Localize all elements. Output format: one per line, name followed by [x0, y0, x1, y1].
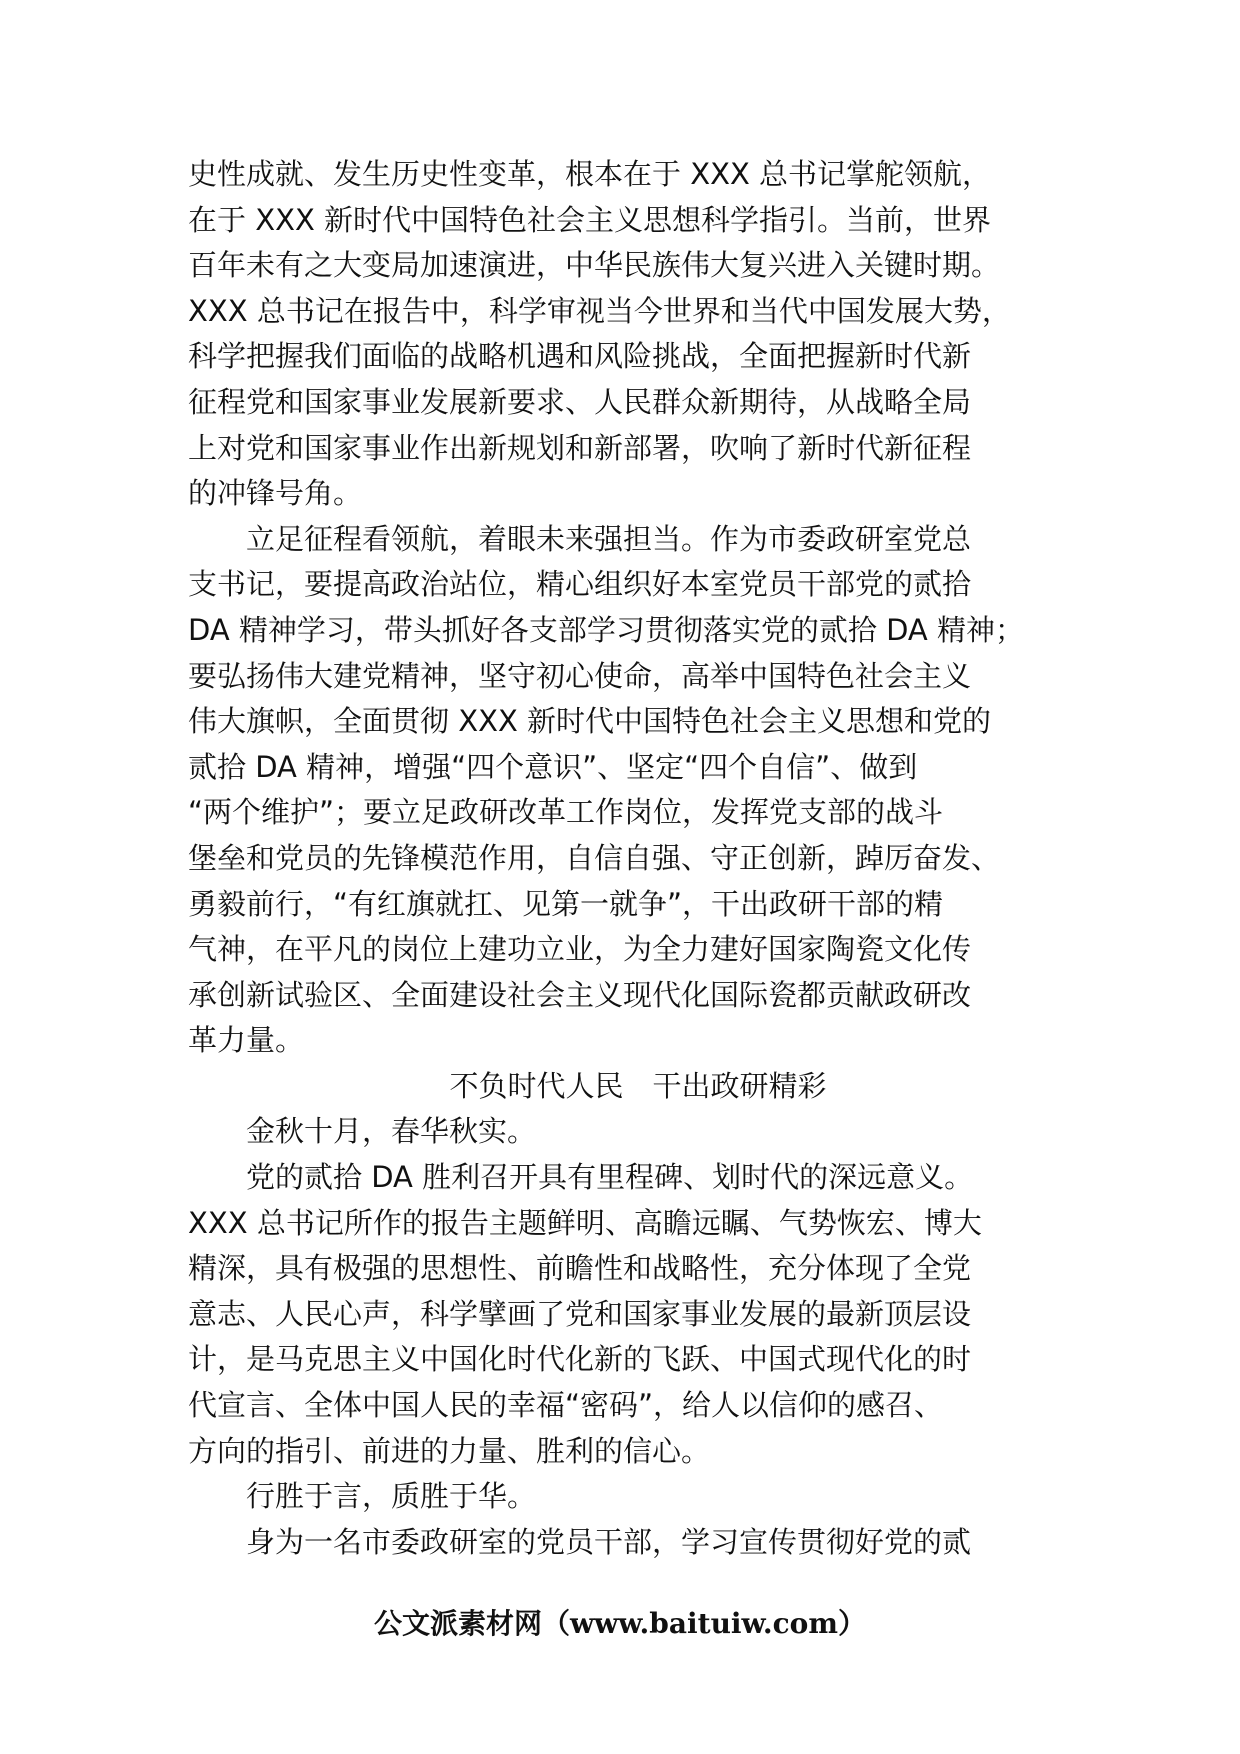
- text-line: XXX 总书记在报告中，科学审视当今世界和当代中国发展大势，: [188, 293, 1011, 328]
- text-line: 气神，在平凡的岗位上建功立业，为全力建好国家陶瓷文化传: [188, 932, 972, 967]
- text-line: 史性成就、发生历史性变革，根本在于 XXX 总书记掌舵领航，: [188, 157, 992, 191]
- text-line: 上对党和国家事业作出新规划和新部署，吹响了新时代新征程: [188, 430, 972, 465]
- text-line: 精深，具有极强的思想性、前瞻性和战略性，充分体现了全党: [188, 1251, 972, 1286]
- text-line: DA 精神学习，带头抓好各支部学习贯彻落实党的贰拾 DA 精神；: [188, 612, 1024, 647]
- text-line: 贰拾 DA 精神，增强“四个意识”、坚定“四个自信”、做到: [188, 749, 918, 784]
- text-line: 的冲锋号角。: [188, 476, 363, 511]
- text-line: 征程党和国家事业发展新要求、人民群众新期待，从战略全局: [188, 384, 972, 419]
- text-line: 堡垒和党员的先锋模范作用，自信自强、守正创新，踔厉奋发、: [188, 840, 1001, 875]
- text-line: 科学把握我们面临的战略机遇和风险挑战，全面把握新时代新: [188, 339, 972, 374]
- text-line: 勇毅前行，“有红旗就扛、见第一就争”，干出政研干部的精: [188, 886, 944, 921]
- text-line: 承创新试验区、全面建设社会主义现代化国际瓷都贡献政研改: [188, 977, 972, 1012]
- text-line: 金秋十月，春华秋实。: [188, 1114, 537, 1149]
- text-line: 党的贰拾 DA 胜利召开具有里程碑、划时代的深远意义。: [188, 1160, 974, 1195]
- text-line: 意志、人民心声，科学擘画了党和国家事业发展的最新顶层设: [188, 1296, 972, 1331]
- text-line: 立足征程看领航，着眼未来强担当。作为市委政研室党总: [188, 521, 972, 556]
- text-line: 百年未有之大变局加速演进，中华民族伟大复兴进入关键时期。: [188, 248, 1001, 283]
- text-line: 革力量。: [188, 1023, 305, 1058]
- text-line: 支书记，要提高政治站位，精心组织好本室党员干部党的贰拾: [188, 567, 972, 602]
- document-body: [188, 152, 1088, 1565]
- text-line: 身为一名市委政研室的党员干部，学习宣传贯彻好党的贰: [188, 1524, 972, 1559]
- text-line: XXX 总书记所作的报告主题鲜明、高瞻远瞩、气势恢宏、博大: [188, 1205, 982, 1240]
- text-line: 伟大旗帜，全面贯彻 XXX 新时代中国特色社会主义思想和党的: [188, 704, 992, 739]
- text-line: 行胜于言，质胜于华。: [188, 1479, 537, 1514]
- text-line: “两个维护”；要立足政研改革工作岗位，发挥党支部的战斗: [188, 795, 944, 830]
- footer-watermark: 公文派素材网（www.baituiw.com）: [374, 1607, 866, 1640]
- text-line: 要弘扬伟大建党精神，坚守初心使命，高举中国特色社会主义: [188, 658, 972, 693]
- text-line: 方向的指引、前进的力量、胜利的信心。: [188, 1433, 711, 1468]
- text-line: 在于 XXX 新时代中国特色社会主义思想科学指引。当前，世界: [188, 202, 992, 237]
- text-line: 代宣言、全体中国人民的幸福“密码”，给人以信仰的感召、: [188, 1388, 944, 1423]
- text-line: 计，是马克思主义中国化时代化新的飞跃、中国式现代化的时: [188, 1342, 972, 1377]
- section-heading: 不负时代人民 干出政研精彩: [449, 1068, 827, 1103]
